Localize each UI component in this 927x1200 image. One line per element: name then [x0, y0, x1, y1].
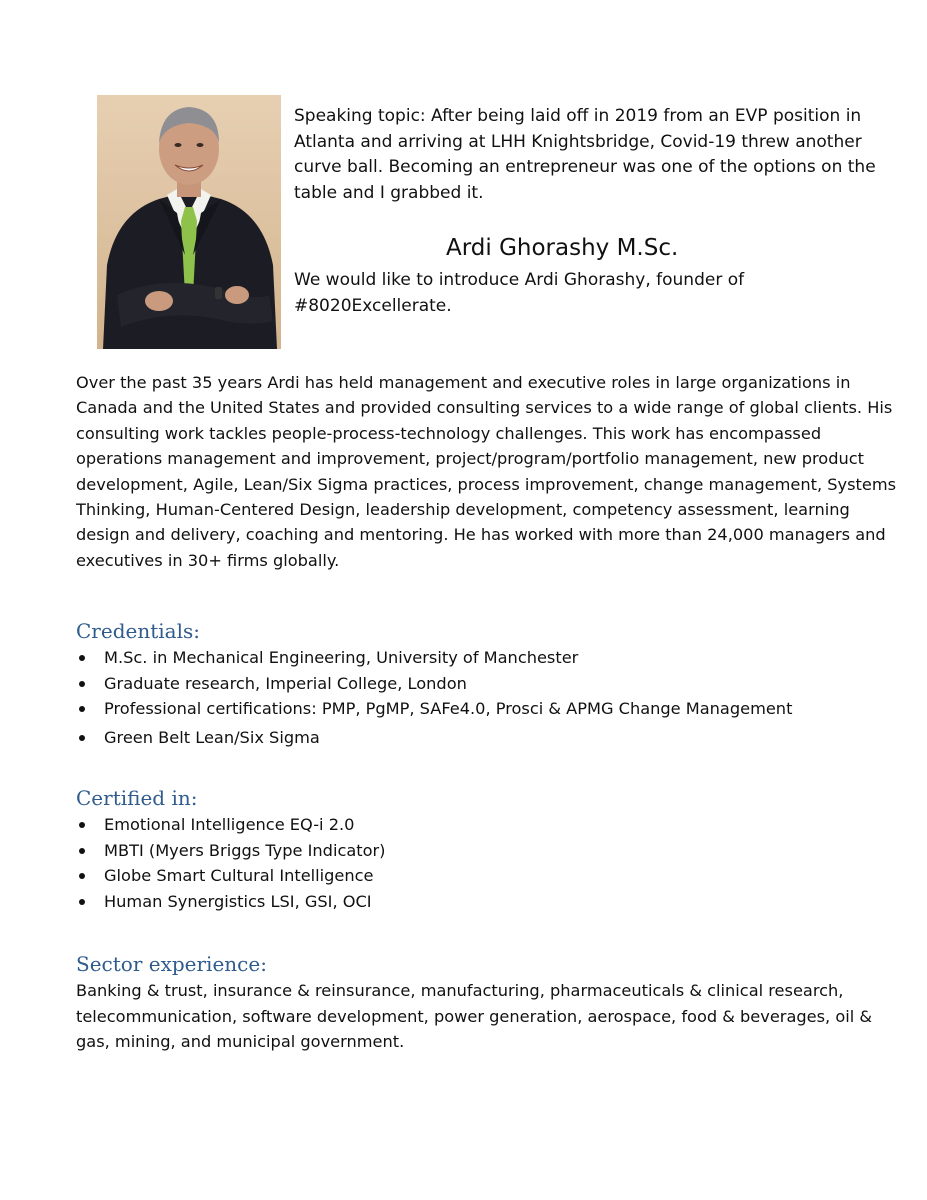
sector-heading: Sector experience:: [76, 952, 267, 976]
sector-text: Banking & trust, insurance & reinsurance, manufacturing, pharmaceuticals & clinical research, telecommunication, software development, power generation, aerospace, food & beverages, oil & gas, mining, and municipal government.: [76, 981, 873, 1051]
bullet-icon: [79, 681, 85, 687]
list-item: Professional certifications: PMP, PgMP, SAFe4.0, Prosci & APMG Change Management: [76, 696, 792, 722]
bio-paragraph: Over the past 35 years Ardi has held management and executive roles in large organizations in Canada and the United States and provided consulting services to a wide range of global clients. His consulting work tackles people-process-technology challenges. This work has encompassed operations management and improvement, project/program/portfolio management, new product development, Agile, Lean/Six Sigma practices, process improvement, change management, Systems Thinking, Human-Centered Design, leadership development, competency assessment, learning design and delivery, coaching and mentoring. He has worked with more than 24,000 managers and executives in 30+ firms globally.: [76, 373, 897, 570]
list-item: Globe Smart Cultural Intelligence: [76, 863, 386, 889]
list-item: Human Synergistics LSI, GSI, OCI: [76, 889, 386, 915]
certified-heading: Certified in:: [76, 786, 198, 810]
credentials-list: [76, 645, 792, 750]
bullet-icon: [79, 848, 85, 854]
list-item: Emotional Intelligence EQ-i 2.0: [76, 812, 386, 838]
list-item: Graduate research, Imperial College, London: [76, 671, 792, 697]
certified-list: [76, 812, 386, 914]
bullet-icon: [79, 706, 85, 712]
speaking-topic: Speaking topic: After being laid off in 2019 from an EVP position in Atlanta and arriving at LHH Knightsbridge, Covid-19 threw another curve ball. Becoming an entrepreneur was one of the options on the table and I grabbed it.: [294, 106, 876, 203]
bullet-icon: [79, 899, 85, 905]
bullet-icon: [79, 822, 85, 828]
bullet-icon: [79, 655, 85, 661]
credentials-heading: Credentials:: [76, 619, 200, 643]
list-item: MBTI (Myers Briggs Type Indicator): [76, 838, 386, 864]
bullet-icon: [79, 735, 85, 741]
portrait-photo: [97, 95, 281, 349]
intro-text: We would like to introduce Ardi Ghorashy, founder of #8020Excellerate.: [294, 270, 745, 316]
list-item: Green Belt Lean/Six Sigma: [76, 725, 792, 751]
bullet-icon: [79, 873, 85, 879]
list-item: M.Sc. in Mechanical Engineering, University of Manchester: [76, 645, 792, 671]
speaker-name: Ardi Ghorashy M.Sc.: [446, 235, 679, 261]
portrait-illustration: [97, 95, 281, 349]
